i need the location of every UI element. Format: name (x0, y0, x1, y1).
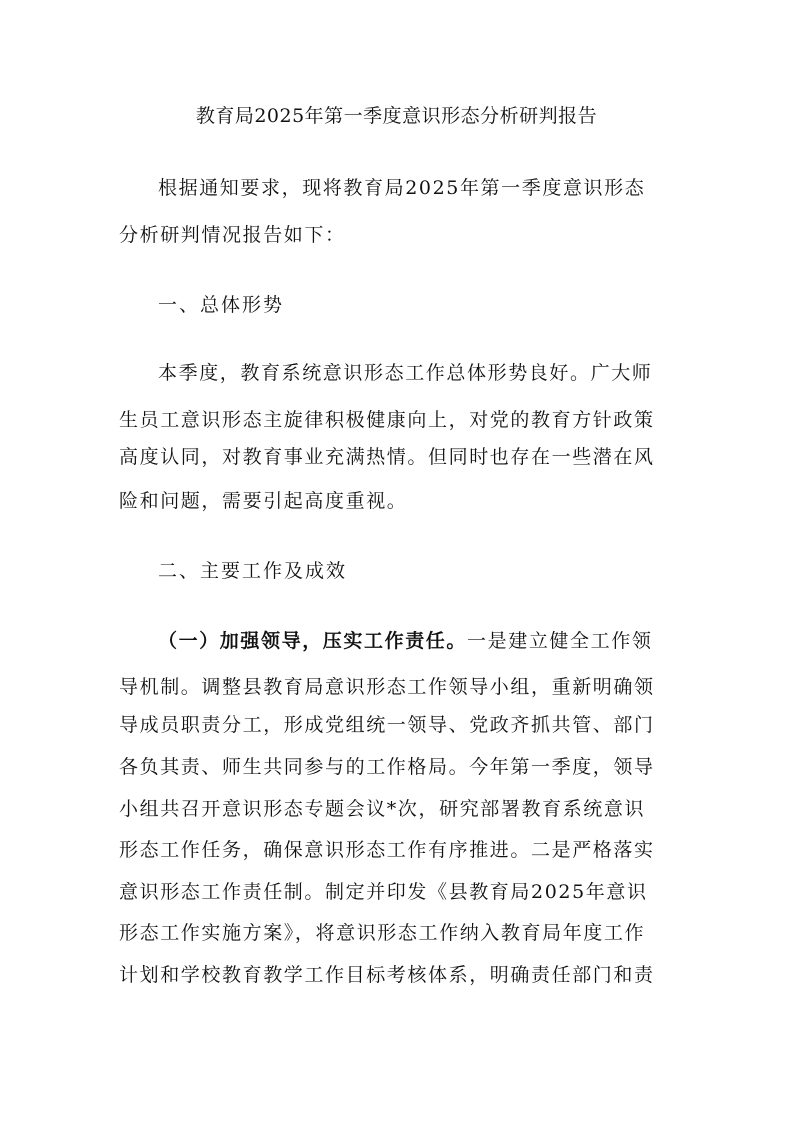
subsection-1-title: （一）加强领导，压实工作责任。 (158, 630, 468, 652)
section-1-line-1: 本季度，教育系统意识形态工作总体形势良好。广大师 (158, 362, 653, 384)
section-1-line-4: 险和问题，需要引起高度重视。 (119, 490, 408, 512)
section-2-line-5: 小组共召开意识形态专题会议*次，研究部署教育系统意识 (119, 798, 646, 820)
section-1-heading: 一、总体形势 (158, 294, 285, 316)
section-2-line-7: 意识形态工作责任制。制定并印发《县教育局2025年意识 (119, 881, 648, 903)
section-1-line-3: 高度认同，对教育事业充满热情。但同时也存在一些潜在风 (119, 446, 655, 468)
intro-line-2: 分析研判情况报告如下： (119, 224, 346, 246)
section-2-line-6: 形态工作任务，确保意识形态工作有序推进。二是严格落实 (119, 839, 655, 861)
section-2-line-2: 导机制。调整县教育局意识形态工作领导小组，重新明确领 (119, 676, 655, 698)
document-title: 教育局2025年第一季度意识形态分析研判报告 (195, 105, 598, 127)
section-2-line-9: 计划和学校教育教学工作目标考核体系，明确责任部门和责 (119, 964, 655, 986)
intro-line-1: 根据通知要求，现将教育局2025年第一季度意识形态 (158, 177, 646, 199)
section-2-line-1 (158, 626, 718, 656)
section-2-heading: 二、主要工作及成效 (158, 560, 348, 582)
section-2-line-8: 形态工作实施方案》，将意识形态工作纳入教育局年度工作 (119, 922, 646, 944)
section-2-line-3: 导成员职责分工，形成党组统一领导、党政齐抓共管、部门 (119, 714, 655, 736)
subsection-1-text: 一是建立健全工作领 (467, 630, 653, 652)
section-1-line-2: 生员工意识形态主旋律积极健康向上，对党的教育方针政策 (119, 409, 655, 431)
section-2-line-4: 各负其责、师生共同参与的工作格局。今年第一季度，领导 (119, 756, 655, 778)
